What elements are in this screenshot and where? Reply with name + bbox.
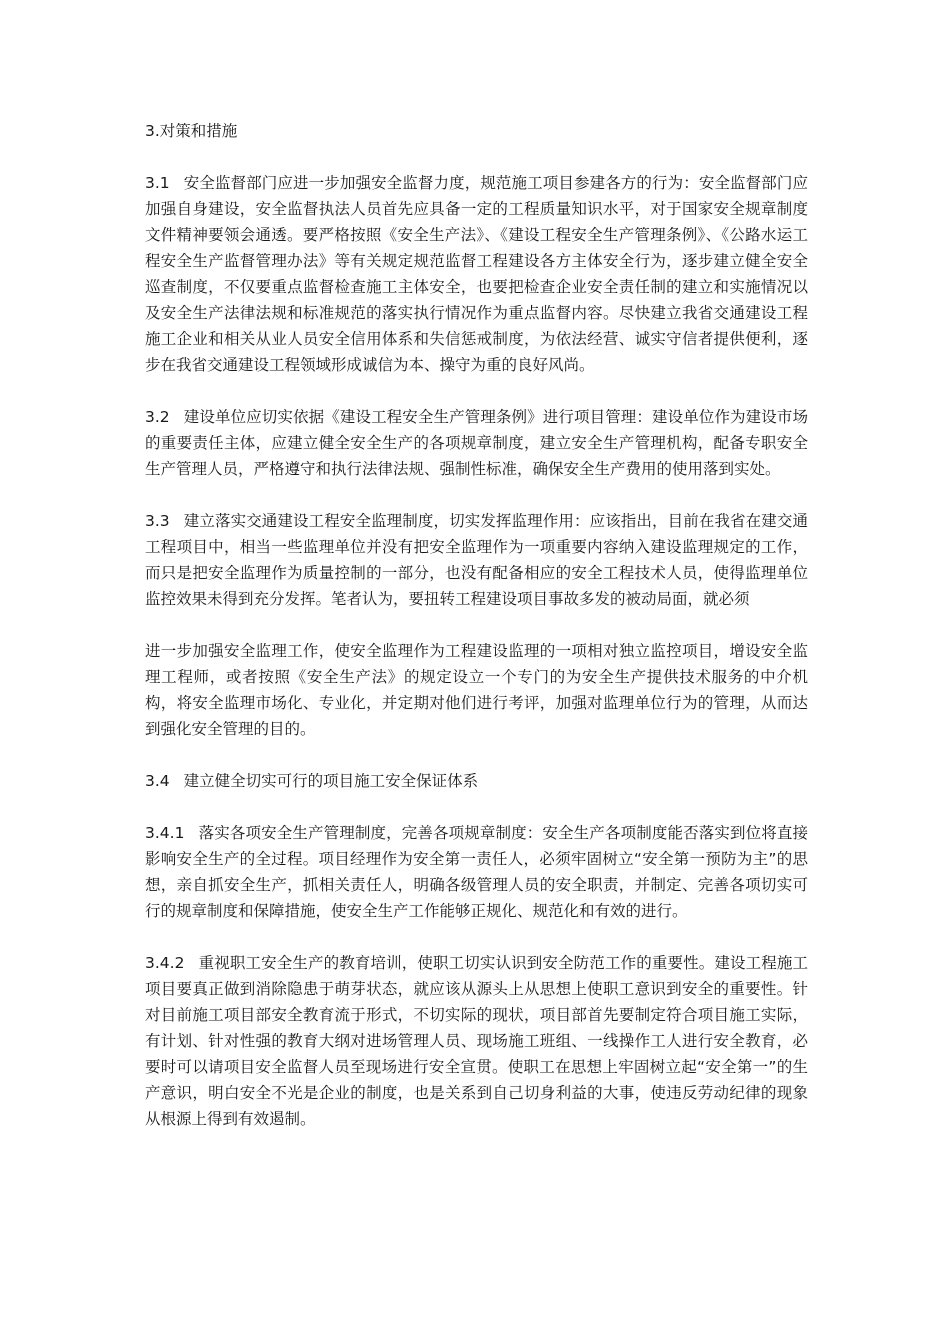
document-page <box>145 118 808 1158</box>
paragraph-3-2 <box>145 404 808 482</box>
paragraph-text: 落实各项安全生产管理制度，完善各项规章制度：安全生产各项制度能否落实到位将直接影响安全生产的全过程。项目经理作为安全第一责任人，必须牢固树立“安全第一预防为主”的思想，亲自抓安全生产，抓相关责任人，明确各级管理人员的安全职责，并制定、完善各项切实可行的规章制度和保障措施，使安全生产工作能够正规化、规范化和有效的进行。 <box>145 824 808 920</box>
section-heading: 3.对策和措施 <box>145 122 238 140</box>
paragraph-3-4-1 <box>145 820 808 924</box>
paragraph-text: 建设单位应切实依据《建设工程安全生产管理条例》进行项目管理：建设单位作为建设市场的重要责任主体，应建立健全安全生产的各项规章制度，建立安全生产管理机构，配备专职安全生产管理人员，严格遵守和执行法律法规、强制性标准，确保安全生产费用的使用落到实处。 <box>145 408 808 478</box>
paragraph-3-1 <box>145 170 808 378</box>
paragraph-number: 3.2 <box>145 408 170 426</box>
paragraph-number: 3.1 <box>145 174 170 192</box>
paragraph-text: 重视职工安全生产的教育培训，使职工切实认识到安全防范工作的重要性。建设工程施工项目要真正做到消除隐患于萌芽状态，就应该从源头上从思想上使职工意识到安全的重要性。针对目前施工项目部安全教育流于形式，不切实际的现状，项目部首先要制定符合项目施工实际，有计划、针对性强的教育大纲对进场管理人员、现场施工班组、一线操作工人进行安全教育，必要时可以请项目安全监督人员至现场进行安全宣贯。使职工在思想上牢固树立起“安全第一”的生产意识，明白安全不光是企业的制度，也是关系到自己切身利益的大事，使违反劳动纪律的现象从根源上得到有效遏制。 <box>145 954 808 1128</box>
paragraph-3-3-continued <box>145 638 808 742</box>
paragraph-3-4-2 <box>145 950 808 1132</box>
paragraph-3-4 <box>145 768 808 794</box>
paragraph-number: 3.4 <box>145 772 170 790</box>
paragraph-text: 安全监督部门应进一步加强安全监督力度，规范施工项目参建各方的行为：安全监督部门应加强自身建设，安全监督执法人员首先应具备一定的工程质量知识水平，对于国家安全规章制度文件精神要领会通透。要严格按照《安全生产法》、《建设工程安全生产管理条例》、《公路水运工程安全生产监督管理办法》等有关规定规范监督工程建设各方主体安全行为，逐步建立健全安全巡查制度，不仅要重点监督检查施工主体安全，也要把检查企业安全责任制的建立和实施情况以及安全生产法律法规和标准规范的落实执行情况作为重点监督内容。尽快建立我省交通建设工程施工企业和相关从业人员安全信用体系和失信惩戒制度，为依法经营、诚实守信者提供便利，逐步在我省交通建设工程领域形成诚信为本、操守为重的良好风尚。 <box>145 174 808 374</box>
paragraph-text: 建立健全切实可行的项目施工安全保证体系 <box>183 772 479 790</box>
paragraph-number: 3.4.1 <box>145 824 185 842</box>
paragraph-number: 3.3 <box>145 512 170 530</box>
paragraph-text: 建立落实交通建设工程安全监理制度，切实发挥监理作用：应该指出，目前在我省在建交通工程项目中，相当一些监理单位并没有把安全监理作为一项重要内容纳入建设监理规定的工作，而只是把安全监理作为质量控制的一部分，也没有配备相应的安全工程技术人员，使得监理单位监控效果未得到充分发挥。笔者认为，要扭转工程建设项目事故多发的被动局面，就必须 <box>145 512 808 608</box>
paragraph-3-3 <box>145 508 808 612</box>
paragraph-number: 3.4.2 <box>145 954 185 972</box>
paragraph-text: 进一步加强安全监理工作，使安全监理作为工程建设监理的一项相对独立监控项目，增设安全监理工程师，或者按照《安全生产法》的规定设立一个专门的为安全生产提供技术服务的中介机构，将安全监理市场化、专业化，并定期对他们进行考评，加强对监理单位行为的管理，从而达到强化安全管理的目的。 <box>145 642 808 738</box>
